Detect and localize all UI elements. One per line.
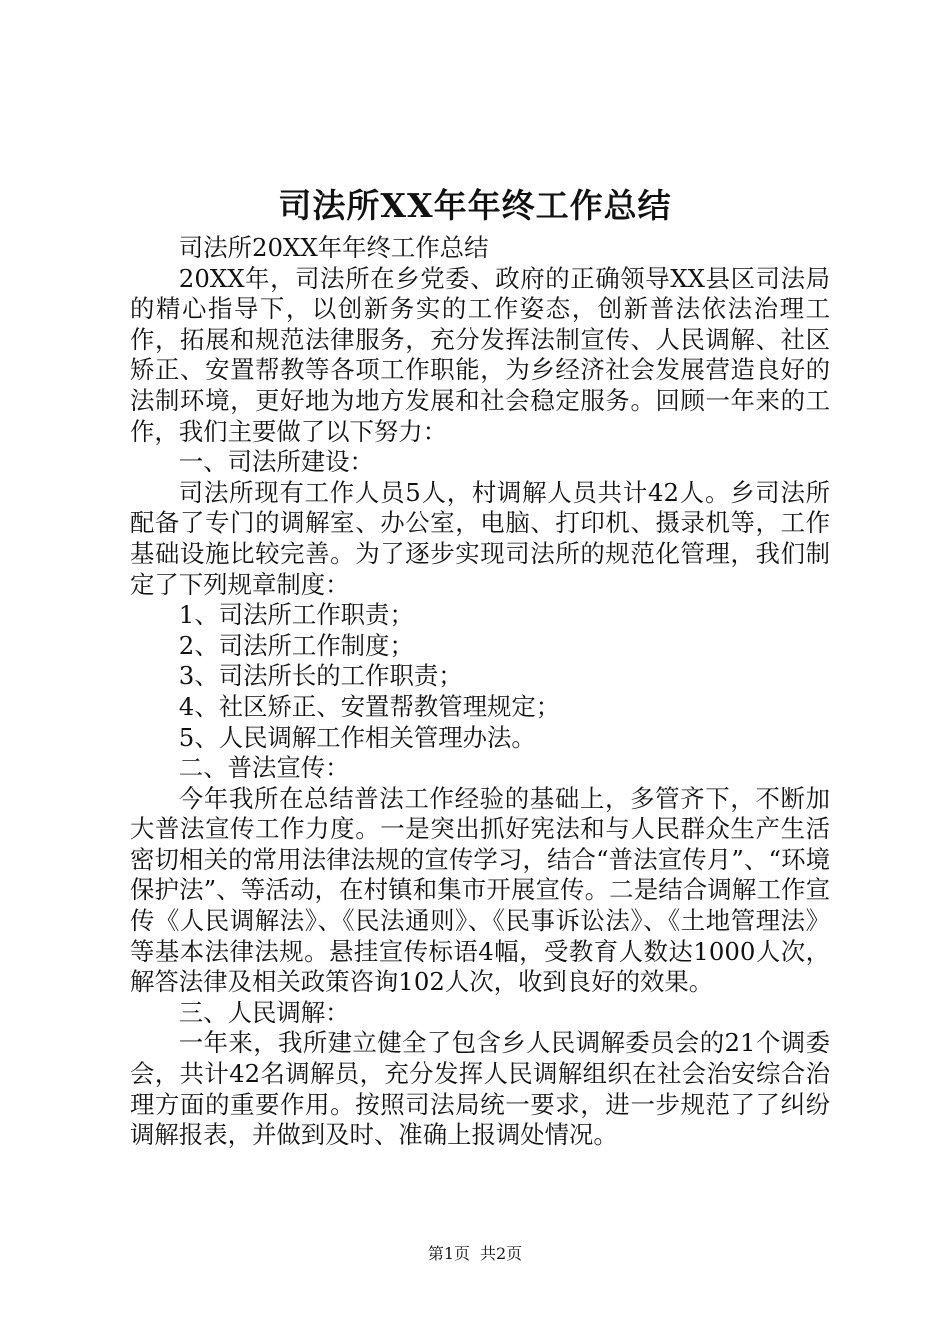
page-footer xyxy=(0,1243,950,1265)
paragraph-intro: 20XX年，司法所在乡党委、政府的正确领导XX县区司法局的精心指导下，以创新务实的工作姿态，创新普法依法治理工作，拓展和规范法律服务，充分发挥法制宣传、人民调解、社区矫正、安置帮教等各项工作职能，为乡经济社会发展营造良好的法制环境，更好地为地方发展和社会稳定服务。回顾一年来的工作，我们主要做了以下努力： xyxy=(130,263,830,446)
paragraph-legal-publicity: 今年我所在总结普法工作经验的基础上，多管齐下，不断加大普法宣传工作力度。一是突出抓好宪法和与人民群众生产生活密切相关的常用法律法规的宣传学习，结合“普法宣传月”、“环境保护法”、等活动，在村镇和集市开展宣传。二是结合调解工作宣传《人民调解法》、《民法通则》、《民事诉讼法》、《土地管理法》等基本法律法规。悬挂宣传标语4幅，受教育人数达1000人次，解答法律及相关政策咨询102人次，收到良好的效果。 xyxy=(130,783,830,997)
list-item-rule-4: 4、社区矫正、安置帮教管理规定； xyxy=(178,691,561,721)
paragraph-subtitle: 司法所20XX年年终工作总结 xyxy=(178,233,489,262)
list-item-rule-5: 5、人民调解工作相关管理办法。 xyxy=(178,722,536,752)
list-item-rule-3: 3、司法所长的工作职责； xyxy=(178,661,463,691)
page-total: 共2页 xyxy=(480,1244,523,1263)
list-item-rule-1: 1、司法所工作职责； xyxy=(178,600,414,630)
list-item-rule-2: 2、司法所工作制度； xyxy=(178,630,414,660)
section-heading-mediation: 三、人民调解： xyxy=(178,997,350,1027)
paragraph-construction: 司法所现有工作人员5人，村调解人员共计42人。乡司法所配备了专门的调解室、办公室，电脑、打印机、摄录机等，工作基础设施比较完善。为了逐步实现司法所的规范化管理，我们制定了下列规章制度： xyxy=(130,477,830,599)
section-heading-construction: 一、司法所建设： xyxy=(178,447,374,477)
paragraph-mediation: 一年来，我所建立健全了包含乡人民调解委员会的21个调委会，共计42名调解员，充分发挥人民调解组织在社会治安综合治理方面的重要作用。按照司法局统一要求，进一步规范了了纠纷调解报表，并做到及时、准确上报调处情况。 xyxy=(130,1028,830,1150)
document-title: 司法所XX年年终工作总结 xyxy=(278,186,672,225)
section-heading-legal-publicity: 二、普法宣传： xyxy=(178,753,350,783)
document-body xyxy=(130,233,830,1151)
page-number: 第1页 xyxy=(427,1244,470,1263)
